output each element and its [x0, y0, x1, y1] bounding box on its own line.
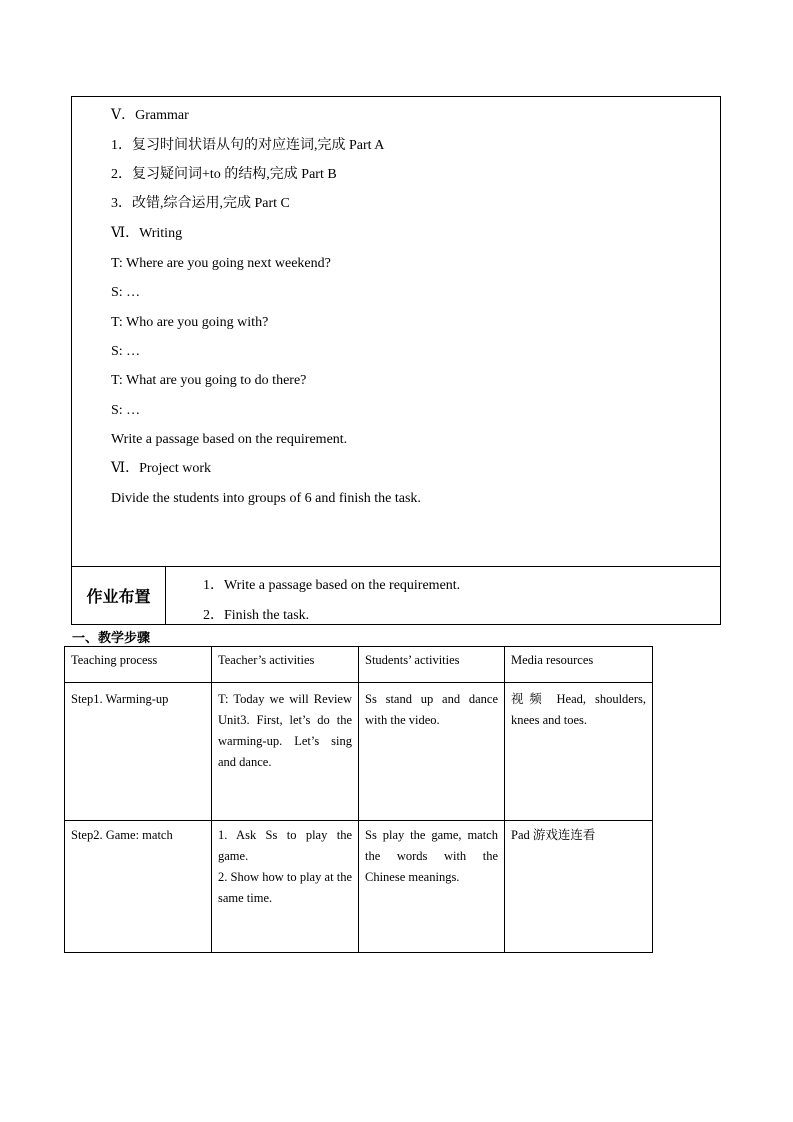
grammar-item-3: 3．改错,综合运用,完成 Part C: [111, 196, 290, 211]
header-teacher-activities: Teacher’s activities: [212, 647, 359, 683]
homework-item-2: 2．Finish the task.: [203, 608, 310, 623]
homework-divider: [72, 566, 720, 567]
step-media: 视频 Head, shoulders, knees and toes.: [505, 683, 653, 821]
teacher-activity-line: 2. Show how to play at the same time.: [218, 870, 352, 905]
header-media-resources: Media resources: [505, 647, 653, 683]
project-instruction: Divide the students into groups of 6 and finish the task.: [111, 491, 421, 506]
step-teacher-activity: [212, 821, 359, 953]
homework-column-divider: [165, 566, 166, 624]
teaching-steps-table: [64, 646, 653, 953]
step-teacher-activity: T: Today we will Review Unit3. First, let’s do the warming-up. Let’s sing and dance.: [212, 683, 359, 821]
grammar-item-1: 1．复习时间状语从句的对应连词,完成 Part A: [111, 138, 385, 153]
dialogue-line-4: S: …: [111, 344, 141, 359]
header-students-activities: Students’ activities: [359, 647, 505, 683]
lesson-plan-box: [71, 96, 721, 625]
teacher-activity-line: 1. Ask Ss to play the game.: [218, 828, 352, 863]
homework-item-1: 1．Write a passage based on the requirement.: [203, 578, 461, 593]
writing-heading: Ⅵ．Writing: [111, 226, 183, 241]
header-teaching-process: Teaching process: [65, 647, 212, 683]
grammar-heading: Ⅴ．Grammar: [111, 108, 189, 123]
table-header-row: [65, 647, 653, 683]
homework-label: 作业布置: [86, 587, 151, 606]
step-process: Step2. Game: match: [65, 821, 212, 953]
table-row: [65, 821, 653, 953]
dialogue-line-5: T: What are you going to do there?: [111, 373, 307, 388]
dialogue-line-2: S: …: [111, 285, 141, 300]
step-student-activity: Ss play the game, match the words with the Chinese meanings.: [359, 821, 505, 953]
dialogue-line-6: S: …: [111, 403, 141, 418]
table-row: [65, 683, 653, 821]
dialogue-line-1: T: Where are you going next weekend?: [111, 256, 331, 271]
dialogue-line-3: T: Who are you going with?: [111, 315, 269, 330]
step-student-activity: Ss stand up and dance with the video.: [359, 683, 505, 821]
project-heading: Ⅵ．Project work: [111, 461, 212, 476]
step-media: Pad 游戏连连看: [505, 821, 653, 953]
grammar-item-2: 2．复习疑问词+to 的结构,完成 Part B: [111, 167, 337, 182]
step-process: Step1. Warming-up: [65, 683, 212, 821]
section-title: 一、教学步骤: [72, 631, 151, 646]
writing-instruction: Write a passage based on the requirement.: [111, 432, 348, 447]
